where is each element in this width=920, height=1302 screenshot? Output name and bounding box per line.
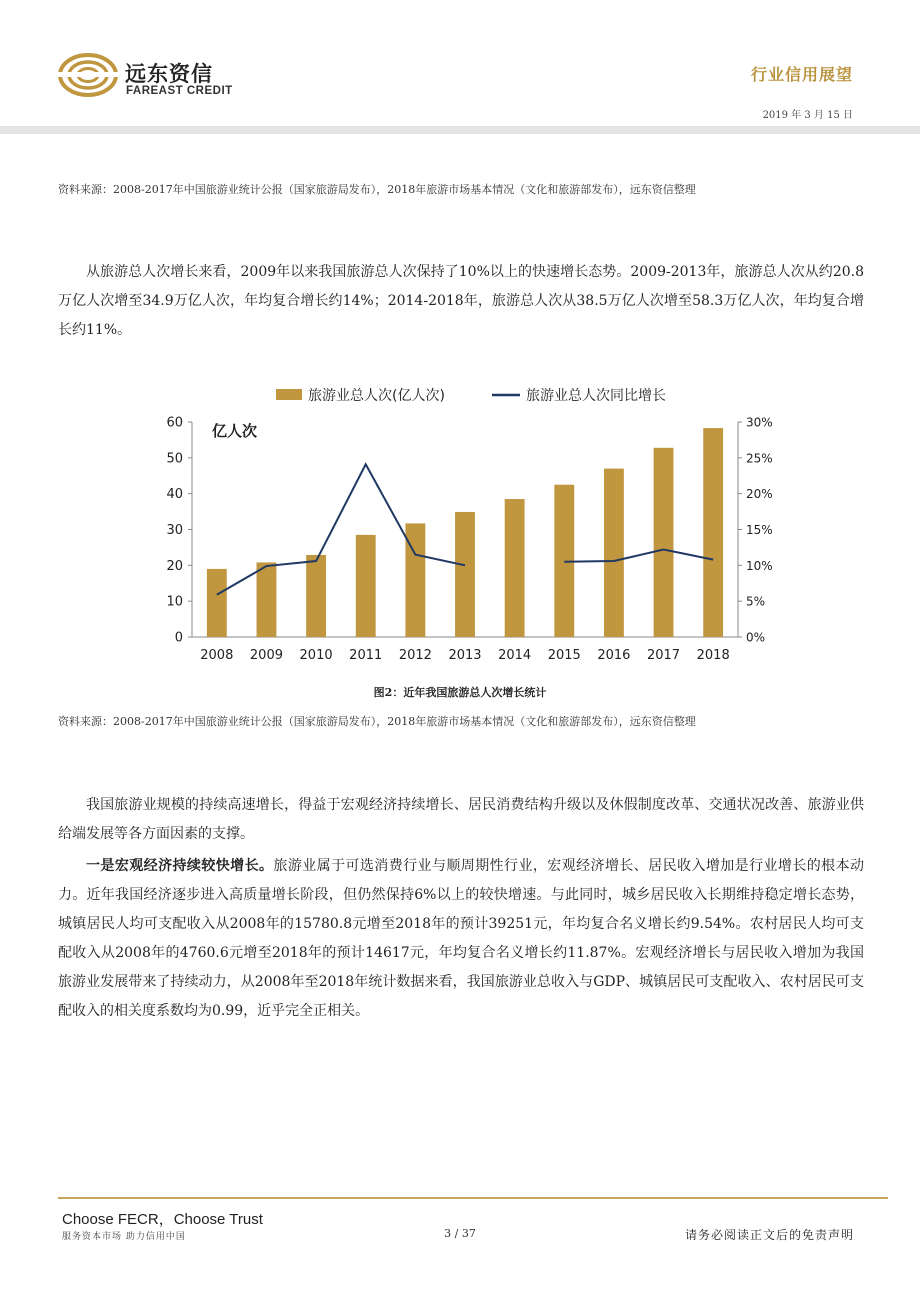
left-tick-label: 60 xyxy=(166,415,183,431)
right-tick-label: 25% xyxy=(746,451,773,466)
source-note-2: 资料来源：2008-2017年中国旅游业统计公报（国家旅游局发布），2018年旅游市场基本情况（文化和旅游部发布），远东资信整理 xyxy=(58,715,696,728)
bar-2008 xyxy=(207,569,227,637)
left-axis-unit-label: 亿人次 xyxy=(212,422,258,440)
paragraph-body: 旅游业属于可选消费行业与顺周期性行业，宏观经济增长、居民收入增加是行业增长的根本动力。近年我国经济逐步进入高质量增长阶段，但仍然保持6%以上的较快增速。与此同时，城乡居民收入长期维持稳定增长态势，城镇居民人均可支配收入从2008年的15780.8元增至2018年的预计39251元，年均复合名义增长约9.54%。农村居民人均可支配收入从2008年的4760.6元增至2018年的预计14617元，年均复合名义增长约11.87%。宏观经济增长与居民收入增加为我国旅游业发展带来了持续动力，从2008年至2018年统计数据来看，我国旅游业总收入与GDP、城镇居民可支配收入、农村居民可支配收入的相关度系数均为0.99，近乎完全正相关。 xyxy=(58,858,865,1019)
growth-line-segment-2 xyxy=(564,550,713,562)
x-tick-label: 2013 xyxy=(448,648,482,663)
bar-2009 xyxy=(257,562,277,637)
x-tick-label: 2008 xyxy=(200,648,234,663)
logo-chinese-name: 远东资信 xyxy=(125,62,213,86)
right-tick-label: 15% xyxy=(746,523,773,537)
x-tick-label: 2011 xyxy=(349,648,383,663)
tourism-visits-chart xyxy=(166,380,773,670)
x-tick-label: 2015 xyxy=(547,648,581,663)
fareast-credit-logo-icon xyxy=(58,52,118,98)
bar-2016 xyxy=(604,469,624,637)
paragraph-growth-drivers: 我国旅游业规模的持续高速增长，得益于宏观经济持续增长、居民消费结构升级以及休假制度改革、交通状况改善、旅游业供给端发展等各方面因素的支撑。 xyxy=(58,797,864,842)
bar-2013 xyxy=(455,512,475,637)
left-tick-label: 30 xyxy=(166,523,183,538)
right-tick-label: 0% xyxy=(746,630,766,645)
bar-2018 xyxy=(703,428,723,637)
legend-line-label: 旅游业总人次同比增长 xyxy=(526,388,666,404)
left-tick-label: 40 xyxy=(166,487,183,503)
figure-caption: 图2：近年我国旅游总人次增长统计 xyxy=(373,686,547,699)
bar-2014 xyxy=(505,499,525,637)
x-tick-label: 2016 xyxy=(597,648,631,663)
paragraph-macro-economy xyxy=(58,852,864,1026)
x-tick-label: 2014 xyxy=(498,648,532,663)
legend-bar-swatch xyxy=(276,389,302,400)
right-tick-label: 30% xyxy=(746,415,773,430)
bar-2011 xyxy=(356,535,376,637)
logo-english-name: FAREAST CREDIT xyxy=(126,85,233,97)
x-tick-label: 2017 xyxy=(646,648,681,663)
left-tick-label: 0 xyxy=(174,630,183,646)
left-tick-label: 50 xyxy=(166,451,183,467)
paragraph-lead-bold: 一是宏观经济持续较快增长。 xyxy=(86,858,274,874)
x-tick-label: 2009 xyxy=(249,648,284,663)
legend-bar-label: 旅游业总人次(亿人次) xyxy=(308,388,445,404)
bar-2010 xyxy=(306,555,326,637)
x-tick-label: 2012 xyxy=(398,648,432,663)
page-number: 3 / 37 xyxy=(444,1227,476,1240)
header-divider xyxy=(0,126,920,134)
footer-slogan-cn: 服务资本市场 助力信用中国 xyxy=(62,1232,186,1242)
x-tick-label: 2010 xyxy=(299,648,333,663)
left-tick-label: 20 xyxy=(166,558,183,574)
paragraph-tourism-growth: 从旅游总人次增长来看，2009年以来我国旅游总人次保持了10%以上的快速增长态势。2009-2013年，旅游总人次从约20.8万亿人次增至34.9万亿人次，年均复合增长约14%；2014-2018年，旅游总人次从38.5万亿人次增至58.3万亿人次，年均复合增长约11%。 xyxy=(58,264,864,338)
right-tick-label: 5% xyxy=(746,594,766,609)
footer-divider xyxy=(58,1197,888,1199)
bar-2017 xyxy=(654,448,674,637)
footer-slogan-en: Choose FECR，Choose Trust xyxy=(62,1211,263,1228)
document-date: 2019 年 3 月 15 日 xyxy=(762,110,853,121)
right-tick-label: 20% xyxy=(746,487,773,502)
document-type: 行业信用展望 xyxy=(750,65,853,84)
right-tick-label: 10% xyxy=(746,558,773,573)
footer-disclaimer: 请务必阅读正文后的免责声明 xyxy=(684,1228,854,1242)
source-note-1: 资料来源：2008-2017年中国旅游业统计公报（国家旅游局发布），2018年旅游市场基本情况（文化和旅游部发布），远东资信整理 xyxy=(58,183,696,196)
growth-line-segment-1 xyxy=(217,464,465,594)
x-tick-label: 2018 xyxy=(696,648,730,663)
left-tick-label: 10 xyxy=(166,594,183,610)
